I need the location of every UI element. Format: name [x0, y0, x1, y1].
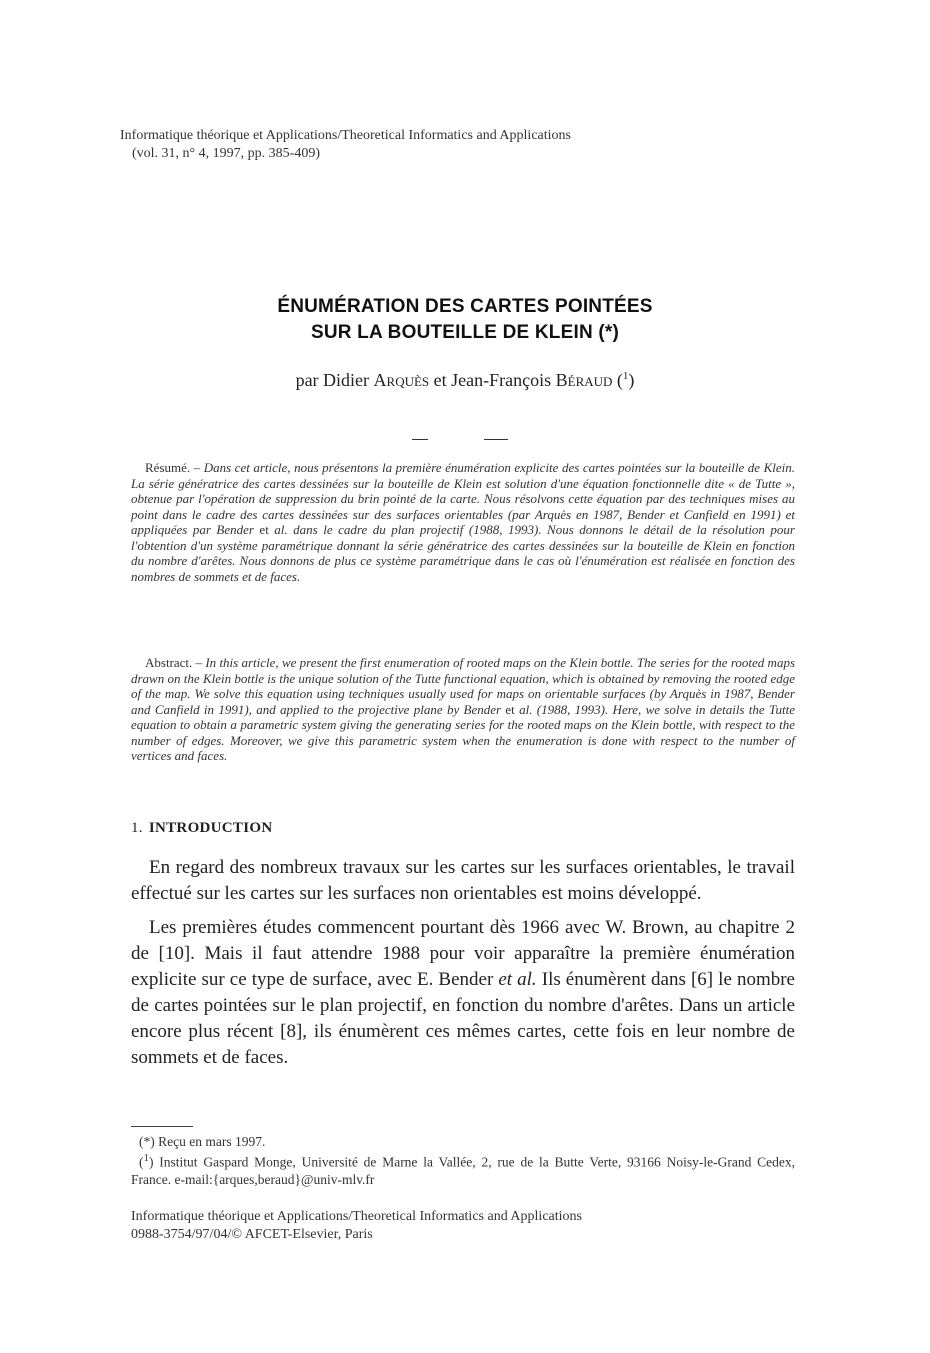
author1-lastname: Arquès — [373, 370, 430, 390]
abstract-etal: et — [505, 701, 515, 717]
footer-issn: 0988-3754/97/04/© AFCET-Elsevier, Paris — [131, 1227, 373, 1242]
footnotes — [131, 1133, 795, 1188]
footnote-1: (*) Reçu en mars 1997. — [139, 1134, 266, 1149]
title-block — [0, 294, 930, 391]
footnote-2-text: Institut Gaspard Monge, Université de Marne la Vallée, 2, rue de la Butte Verte, 93166 Noisy-le-Grand Cedex, France. e-mail:{arques,beraud}@univ-mlv.fr — [131, 1154, 795, 1187]
abstract-paragraph — [131, 655, 795, 764]
footnote-rule — [131, 1126, 193, 1127]
title-line-1: ÉNUMÉRATION DES CARTES POINTÉES — [277, 296, 653, 317]
abstract-text-a: In this article, we present the first enumeration of rooted maps on the Klein bottle. The series for the rooted maps drawn on the Klein bottle is the unique solution of the Tutte functional equation, which is obtained by removing the rooted edge of the map. We solve this equation using techniques usually used for maps on orientable surfaces (by Arquès in 1987, Bender and Canfield in 1991), and applied to the projective plane by Bender — [131, 655, 796, 717]
separator-rule — [0, 439, 930, 441]
authors-conjunction: et Jean-François — [429, 370, 556, 390]
body-paragraph-1: En regard des nombreux travaux sur les cartes sur les surfaces orientables, le travail effectué sur les cartes sur les surfaces non orientables est moins développé. — [131, 857, 795, 904]
body-p2-text-b: Ils énumèrent dans [6] le nombre de cartes pointées sur le plan projectif, en fonction du nombre d'arêtes. Dans un article encore plus récent [8], ils énumèrent ces mêmes cartes, cette fois en leur nombre de sommets et de faces. — [131, 969, 795, 1068]
abstract-text-b: al. (1988, 1993). Here, we solve in details the Tutte equation to obtain a parametric system giving the generating series for the rooted maps on the Klein bottle, with respect to the number of edges. Moreover, we give this parametric system when the enumeration is done with respect to the number of vertices and faces. — [131, 701, 795, 763]
section-number: 1. — [131, 820, 143, 836]
section-title: INTRODUCTION — [148, 820, 273, 836]
body-p2-text-a: Les premières études commencent pourtant dès 1966 avec W. Brown, au chapitre 2 de [10]. Mais il faut attendre 1988 pour voir apparaître la première énumération explicite sur ce type de surface, avec E. Bender — [131, 917, 795, 990]
author2-lastname: Béraud — [555, 370, 613, 390]
abstract-label: Abstract. – — [145, 655, 206, 670]
authors — [0, 370, 930, 391]
footer-journal: Informatique théorique et Applications/Theoretical Informatics and Applications — [131, 1209, 582, 1224]
separator-dash-left — [412, 439, 428, 440]
resume-text-a: Dans cet article, nous présentons la première énumération explicite des cartes pointées sur la bouteille de Klein. La série génératrice des cartes dessinées sur la bouteille de Klein est solution d'une équation fonctionnelle dite « de Tutte », obtenue par l'opération de suppression du brin pointé de la carte. Nous résolvons cette équation par des techniques mises au point dans le cadre des cartes dessinées sur des surfaces orientables (par Arquès en 1987, Bender et Canfield en 1991) et appliquées par Bender — [131, 460, 795, 537]
title-line-2: SUR LA BOUTEILLE DE KLEIN (*) — [310, 322, 620, 343]
paper-title — [0, 294, 930, 346]
body-paragraph-2 — [131, 915, 795, 1071]
section-heading — [131, 820, 272, 837]
resume-paragraph — [131, 460, 795, 584]
resume-etal: et — [259, 522, 269, 537]
authors-prefix: par Didier — [295, 370, 374, 390]
affiliation-open: ( — [612, 370, 623, 390]
separator-dash-right — [484, 439, 508, 440]
journal-name: Informatique théorique et Applications/Theoretical Informatics and Applications — [120, 128, 571, 143]
body-p2-etal: et al. — [498, 969, 537, 990]
journal-header — [120, 127, 571, 163]
footnote-2-mark: 1 — [143, 1152, 149, 1164]
page-footer — [131, 1208, 582, 1244]
volume-info: (vol. 31, n° 4, 1997, pp. 385-409) — [132, 146, 320, 161]
affiliation-close: ) — [628, 370, 635, 390]
body-text — [131, 855, 795, 1071]
affiliation-mark: 1 — [622, 370, 629, 382]
resume-text-b: al. dans le cadre du plan projectif (1988, 1993). Nous donnons le détail de la résolution pour l'obtention d'un système paramétrique donnant la série génératrice des cartes dessinées sur la bouteille de Klein en fonction du nombre d'arêtes. Nous donnons de plus ce système paramétrique dans le cas où l'énumération est réalisée en fonction des nombres de sommets et de faces. — [131, 522, 795, 584]
resume-label: Résumé. – — [145, 460, 204, 475]
footnote-2: ($^1$) Institut Gaspard Monge, Université de Marne la Vallée, 2, rue de la Butte Verte, 93166 Noisy-le-Grand Cedex, France. e-mail:{arques,beraud}@univ-mlv.fr — [131, 1152, 795, 1187]
